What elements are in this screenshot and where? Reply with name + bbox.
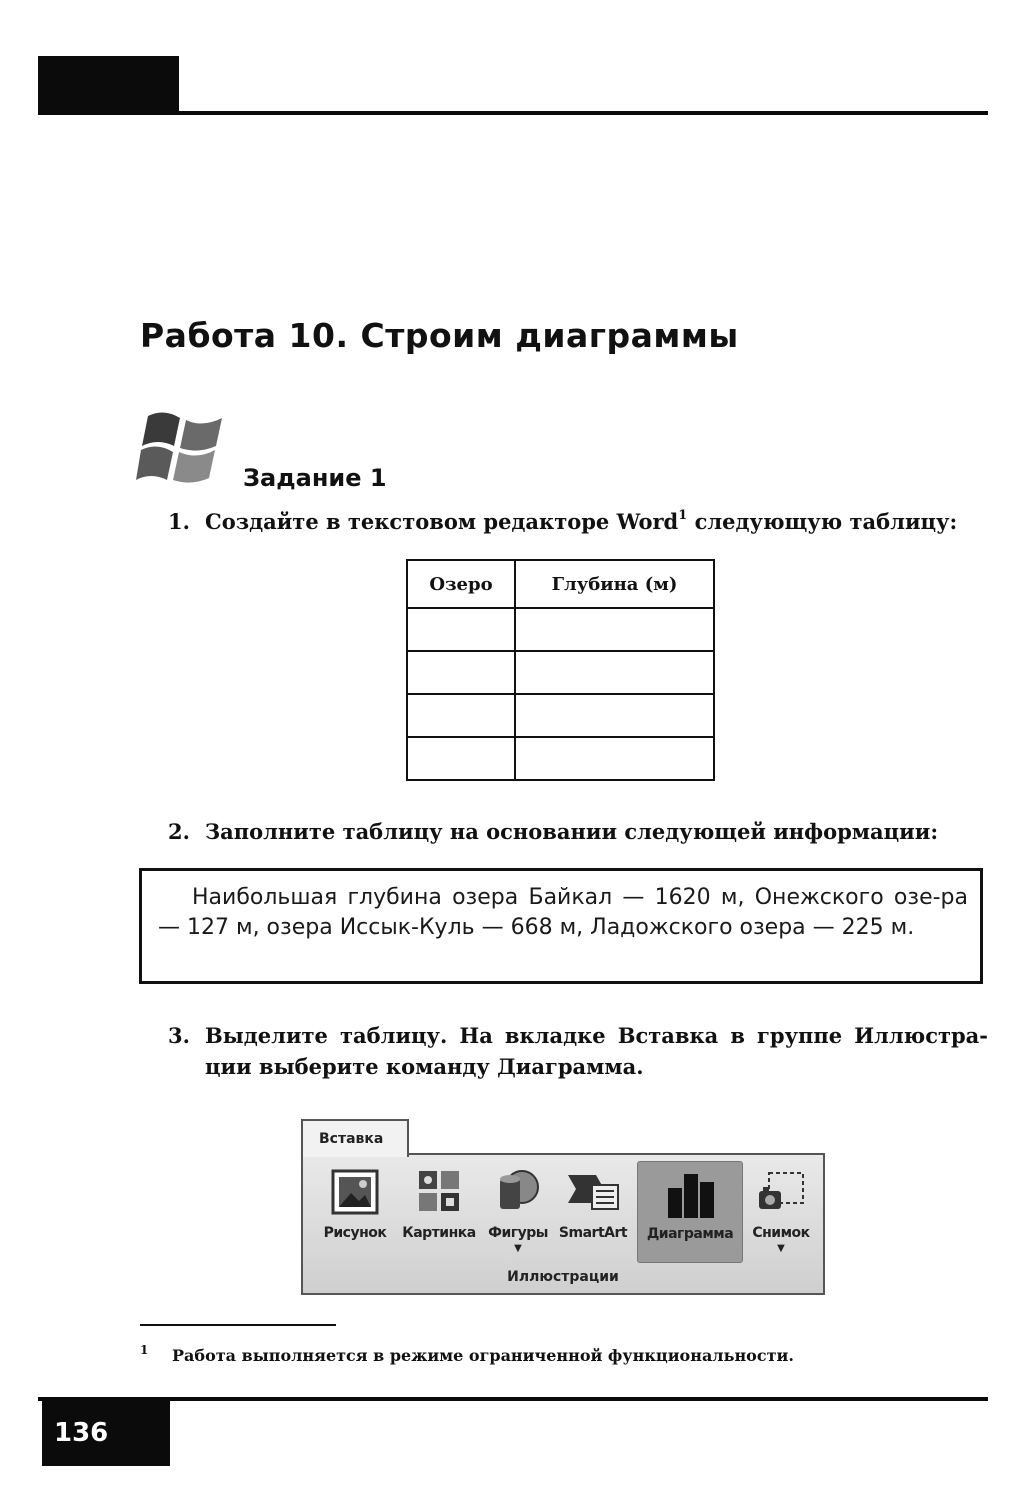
footnote-text: Работа выполняется в режиме ограниченной функциональности. xyxy=(172,1346,794,1365)
table-cell xyxy=(515,737,714,780)
screenshot-icon xyxy=(755,1169,807,1215)
clipart-icon xyxy=(417,1169,461,1213)
step-text-line-2: ции выберите команду Диаграмма. xyxy=(205,1054,644,1079)
ribbon-button-shapes[interactable] xyxy=(485,1161,551,1261)
page-number: 136 xyxy=(42,1401,170,1466)
ribbon-panel xyxy=(301,1153,825,1295)
ribbon-button-label: Картинка xyxy=(402,1225,476,1241)
dropdown-arrow-icon: ▼ xyxy=(777,1243,785,1254)
footnote-rule xyxy=(140,1324,336,1326)
footer-rule xyxy=(38,1397,988,1401)
step-number: 2. xyxy=(168,819,190,844)
table-row xyxy=(407,737,714,780)
lake-table xyxy=(406,559,715,781)
ribbon-button-smartart[interactable] xyxy=(557,1161,629,1261)
dropdown-arrow-icon: ▼ xyxy=(514,1243,522,1254)
table-cell xyxy=(407,608,515,651)
table-cell xyxy=(407,651,515,694)
ribbon-button-screenshot[interactable] xyxy=(745,1161,817,1261)
smartart-icon xyxy=(566,1169,620,1213)
table-cell xyxy=(515,651,714,694)
step-text: Заполните таблицу на основании следующей информации: xyxy=(205,819,939,844)
info-text: Наибольшая глубина озера Байкал — 1620 м, Онежского озе-ра — 127 м, озера Иссык-Куль — 668 м, Ладожского озера — 225 м. xyxy=(158,885,968,940)
step-text: Создайте в текстовом редакторе Word$^1$ следующую таблицу: xyxy=(205,508,958,534)
table-cell xyxy=(407,694,515,737)
step-number: 3. xyxy=(168,1023,190,1048)
ribbon-button-clipart[interactable] xyxy=(399,1161,479,1261)
table-row xyxy=(407,694,714,737)
ribbon-button-picture[interactable] xyxy=(317,1161,393,1261)
task-heading: Задание 1 xyxy=(243,464,387,492)
ribbon-screenshot xyxy=(301,1119,825,1297)
ribbon-button-label: SmartArt xyxy=(558,1225,628,1241)
table-row xyxy=(407,651,714,694)
table-header-depth: Глубина (м) xyxy=(515,560,714,608)
header-block xyxy=(38,56,179,114)
ribbon-group-label: Иллюстрации xyxy=(507,1269,619,1285)
step-text-line-1: Выделите таблицу. На вкладке Вставка в группе Иллюстра- xyxy=(205,1023,988,1048)
table-header-lake: Озеро xyxy=(407,560,515,608)
table-cell xyxy=(515,694,714,737)
info-box xyxy=(139,868,983,984)
ribbon-button-label: Снимок xyxy=(752,1225,810,1241)
ribbon-button-label: Фигуры xyxy=(488,1225,548,1241)
table-row xyxy=(407,608,714,651)
ribbon-button-label: Диаграмма xyxy=(646,1226,734,1242)
header-rule xyxy=(38,111,988,115)
footnote-mark: 1 xyxy=(140,1343,149,1357)
step-number: 1. xyxy=(168,509,190,534)
tab-insert[interactable]: Вставка xyxy=(301,1119,409,1157)
ribbon-button-chart[interactable] xyxy=(637,1161,743,1263)
table-cell xyxy=(515,608,714,651)
chart-icon xyxy=(664,1170,716,1220)
picture-icon xyxy=(331,1169,379,1215)
page-title: Работа 10. Строим диаграммы xyxy=(140,316,739,355)
ribbon-button-label: Рисунок xyxy=(323,1225,387,1241)
windows-logo-icon xyxy=(136,406,228,488)
shapes-icon xyxy=(494,1169,542,1215)
table-cell xyxy=(407,737,515,780)
